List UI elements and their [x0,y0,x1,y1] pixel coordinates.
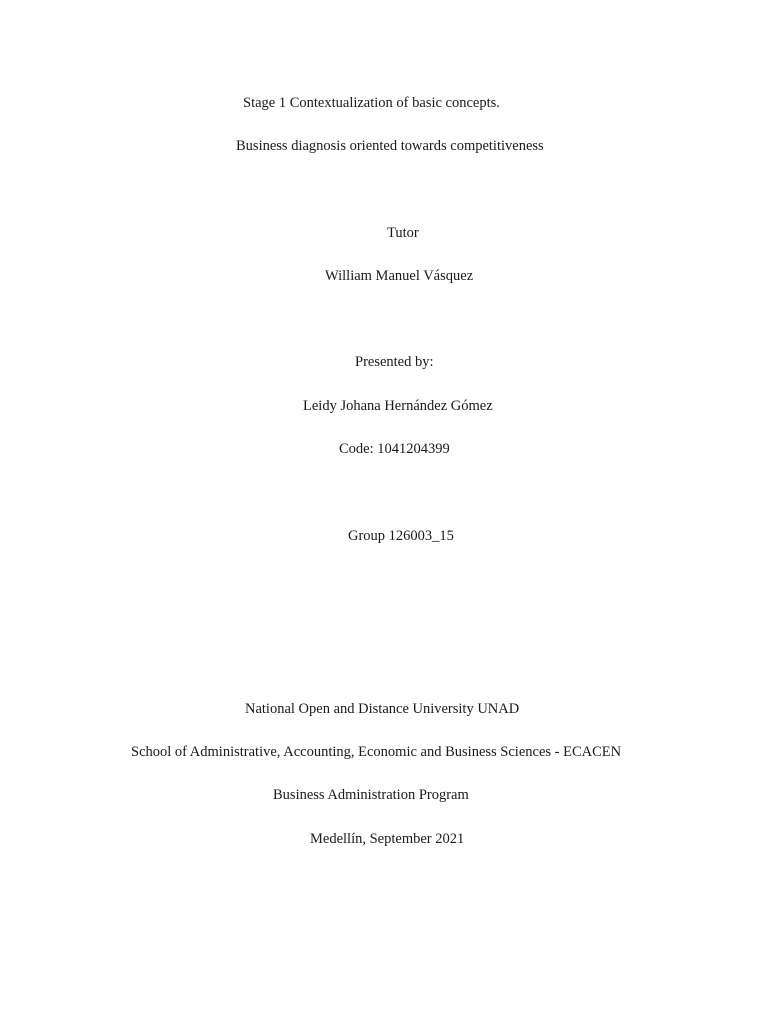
stage-title: Stage 1 Contextualization of basic concepts. [243,95,500,111]
tutor-name: William Manuel Vásquez [325,268,474,284]
group-number: Group 126003_15 [348,528,454,544]
student-name: Leidy Johana Hernández Gómez [303,398,493,414]
place-date: Medellín, September 2021 [310,831,465,847]
document-subtitle: Business diagnosis oriented towards competitiveness [236,138,544,154]
program-name: Business Administration Program [273,787,469,803]
tutor-label: Tutor [387,225,419,241]
presented-by-label: Presented by: [355,354,434,370]
student-code: Code: 1041204399 [339,441,450,457]
school-name: School of Administrative, Accounting, Economic and Business Sciences - ECACEN [131,744,622,760]
university-name: National Open and Distance University UNAD [245,701,520,717]
